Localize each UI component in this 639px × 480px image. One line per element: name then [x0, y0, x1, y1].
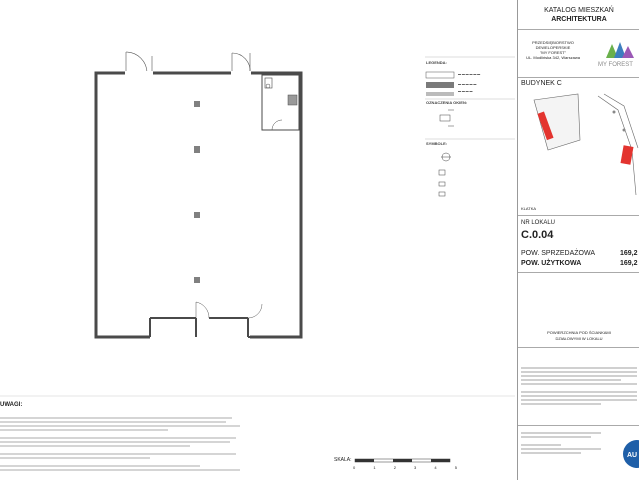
column	[194, 277, 200, 283]
legend-text-1: ▬ ▬ ▬ ▬ ▬ ▬	[458, 72, 481, 76]
notes-body	[0, 415, 240, 473]
scale-tick: 0	[353, 465, 356, 470]
scale-tick: 2	[393, 465, 396, 470]
notes-heading: UWAGI:	[0, 402, 23, 408]
designer-info	[521, 430, 601, 456]
door-opening-top-right	[231, 71, 251, 76]
sink-icon	[288, 95, 297, 105]
investor-line2: DEWELOPERSKIE	[535, 45, 571, 50]
legend-swatch-hatched	[426, 72, 454, 78]
symbol-outlet-icon	[439, 170, 445, 175]
svg-text:AU: AU	[627, 452, 638, 459]
column	[194, 146, 200, 153]
building-label: BUDYNEK C	[521, 80, 562, 87]
logo-text: MY FOREST	[598, 62, 633, 68]
walls-area-note-line1: POWIERZCHNIA POD ŚCIANKAMI	[547, 330, 611, 335]
title-block	[517, 0, 639, 480]
bottom-notch-cover	[150, 323, 250, 339]
usable-area-label: POW. UŻYTKOWA	[521, 260, 582, 267]
walls-area-note-line2: DZIAŁOWYMI W LOKALU	[555, 336, 603, 341]
stairwell-label: KLATKA	[521, 206, 537, 211]
scale-tick: 5	[454, 465, 457, 470]
unit-label: NR LOKALU	[521, 220, 556, 226]
scale-tick: 3	[414, 465, 417, 470]
sales-area-value: 169,2	[620, 250, 638, 257]
investor-line1: PRZEDSIĘBIORSTWO	[532, 40, 574, 45]
legend-text-3: ▬ ▬ ▬ ▬	[458, 89, 473, 93]
columns	[194, 101, 200, 283]
symbols-title: SYMBOLE:	[426, 141, 448, 146]
legend-text-2: ▬ ▬ ▬ ▬ ▬	[458, 82, 477, 86]
legend-swatches	[426, 72, 454, 96]
column	[194, 101, 200, 107]
symbol-switch-icon	[439, 182, 445, 186]
scale-ticks	[353, 465, 457, 470]
unit-number: C.0.04	[521, 229, 554, 241]
walls-area-note	[518, 330, 639, 342]
header-line1: KATALOG MIESZKAŃ	[544, 7, 614, 14]
investor-address: UL. Modlińska 342, Warszawa	[526, 55, 580, 60]
legend-title: LEGENDA:	[426, 60, 447, 65]
bathroom	[262, 75, 299, 130]
legend-swatch-wall	[426, 82, 454, 88]
door-opening-top-left	[125, 71, 153, 76]
column	[194, 212, 200, 218]
window-marks-title: OZNACZENIA OKIEN:	[426, 100, 468, 105]
symbol-light-icon	[439, 192, 445, 196]
top-left-door	[126, 52, 152, 73]
bottom-door-swing	[196, 302, 262, 318]
disclaimer-text	[521, 365, 637, 407]
symbols	[439, 153, 451, 196]
scale-bar	[355, 459, 450, 462]
scale-tick: 1	[373, 465, 376, 470]
scale-label: SKALA:	[334, 457, 352, 463]
my-forest-logo-icon	[604, 38, 639, 62]
investor-line3: "MY FOREST"	[539, 50, 567, 55]
sales-area-label: POW. SPRZEDAŻOWA	[521, 250, 596, 257]
usable-area-value: 169,2	[620, 260, 638, 267]
scale-tick: 4	[434, 465, 437, 470]
investor-info	[518, 40, 588, 60]
plan-walls	[96, 73, 301, 337]
header-line2: ARCHITEKTURA	[551, 16, 607, 23]
window-marks	[440, 110, 454, 126]
legend-swatch-wall-light	[426, 92, 454, 96]
top-right-door	[232, 53, 250, 73]
outer-wall	[96, 73, 301, 337]
aura-badge-icon	[621, 440, 639, 468]
site-key-plan	[528, 90, 639, 200]
toilet-bowl-icon	[266, 84, 270, 88]
